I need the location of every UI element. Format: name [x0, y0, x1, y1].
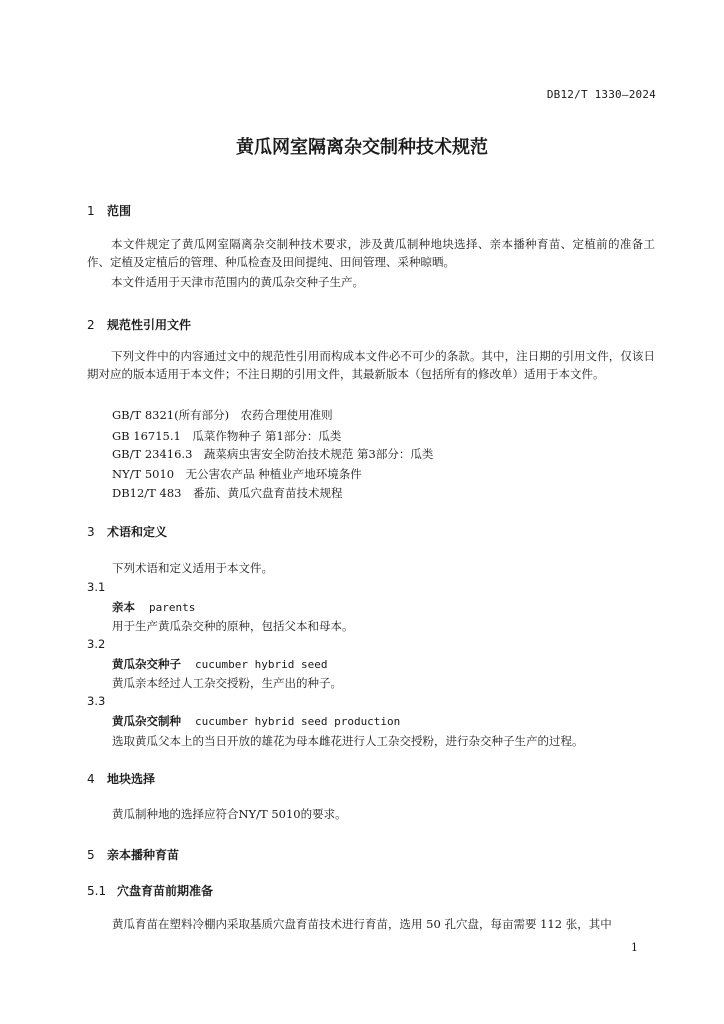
subsection-number: 5.1: [87, 884, 107, 898]
paragraph: 黄瓜制种地的选择应符合NY/T 5010的要求。: [112, 807, 347, 821]
term-zh: 亲本: [112, 600, 135, 614]
paragraph: 下列术语和定义适用于本文件。: [112, 561, 273, 575]
term-zh: 黄瓜杂交制种: [112, 714, 181, 728]
term-number: 3.3: [87, 694, 106, 708]
section-number: 4: [87, 772, 95, 786]
page-number: 1: [631, 941, 638, 954]
section-number: 2: [87, 318, 95, 332]
subsection-5-1-heading: [87, 882, 213, 899]
document-number: DB12/T 1330—2024: [546, 88, 656, 101]
section-title: 地块选择: [107, 772, 156, 786]
term-en: cucumber hybrid seed production: [195, 715, 401, 728]
paragraph: 下列文件中的内容通过文中的规范性引用而构成本文件必不可少的条款。其中，注日期的引用文件，仅该日期对应的版本适用于本文件；不注日期的引用文件，其最新版本（包括所有的修改单）适用于本文件。: [87, 349, 655, 381]
section-title: 术语和定义: [107, 525, 168, 539]
term-en: cucumber hybrid seed: [195, 658, 328, 671]
subsection-title: 穴盘育苗前期准备: [117, 884, 214, 898]
section-4-heading: [87, 770, 155, 787]
term-en: parents: [149, 601, 196, 614]
reference-item: GB/T 8321(所有部分) 农药合理使用准则: [112, 408, 333, 422]
term-number: 3.1: [87, 580, 106, 594]
term-definition: 用于生产黄瓜杂交种的原种，包括父本和母本。: [112, 619, 354, 633]
term-number: 3.2: [87, 637, 106, 651]
term-zh: 黄瓜杂交种子: [112, 657, 181, 671]
section-number: 3: [87, 525, 95, 539]
reference-item: NY/T 5010 无公害农产品 种植业产地环境条件: [112, 467, 362, 481]
reference-item: GB 16715.1 瓜菜作物种子 第1部分：瓜类: [112, 429, 342, 443]
paragraph: 黄瓜育苗在塑料冷棚内采取基质穴盘育苗技术进行育苗，选用 50 孔穴盘，每亩需要 112 张，其中: [112, 917, 612, 931]
section-1-heading: [87, 202, 131, 219]
section-5-heading: [87, 846, 179, 863]
section-number: 5: [87, 848, 95, 862]
section-title: 亲本播种育苗: [107, 848, 180, 862]
paragraph: 本文件适用于天津市范围内的黄瓜杂交种子生产。: [111, 275, 364, 289]
section-title: 规范性引用文件: [107, 318, 192, 332]
section-title: 范围: [107, 204, 132, 218]
section-2-heading: [87, 316, 191, 333]
section-3-heading: [87, 523, 167, 540]
term-definition: 选取黄瓜父本上的当日开放的雄花为母本雌花进行人工杂交授粉，进行杂交种子生产的过程。: [112, 734, 584, 748]
term-definition: 黄瓜亲本经过人工杂交授粉，生产出的种子。: [112, 676, 342, 690]
section-number: 1: [87, 204, 95, 218]
reference-item: GB/T 23416.3 蔬菜病虫害安全防治技术规范 第3部分：瓜类: [112, 447, 434, 461]
paragraph: 本文件规定了黄瓜网室隔离杂交制种技术要求，涉及黄瓜制种地块选择、亲本播种育苗、定植前的准备工作、定植及定植后的管理、种瓜检查及田间提纯、田间管理、采种晾晒。: [87, 237, 655, 269]
term-entry: [112, 656, 327, 672]
document-title: 黄瓜网室隔离杂交制种技术规范: [236, 137, 488, 158]
term-entry: [112, 599, 195, 615]
term-entry: [112, 713, 400, 729]
reference-item: DB12/T 483 番茄、黄瓜穴盘育苗技术规程: [112, 486, 343, 500]
